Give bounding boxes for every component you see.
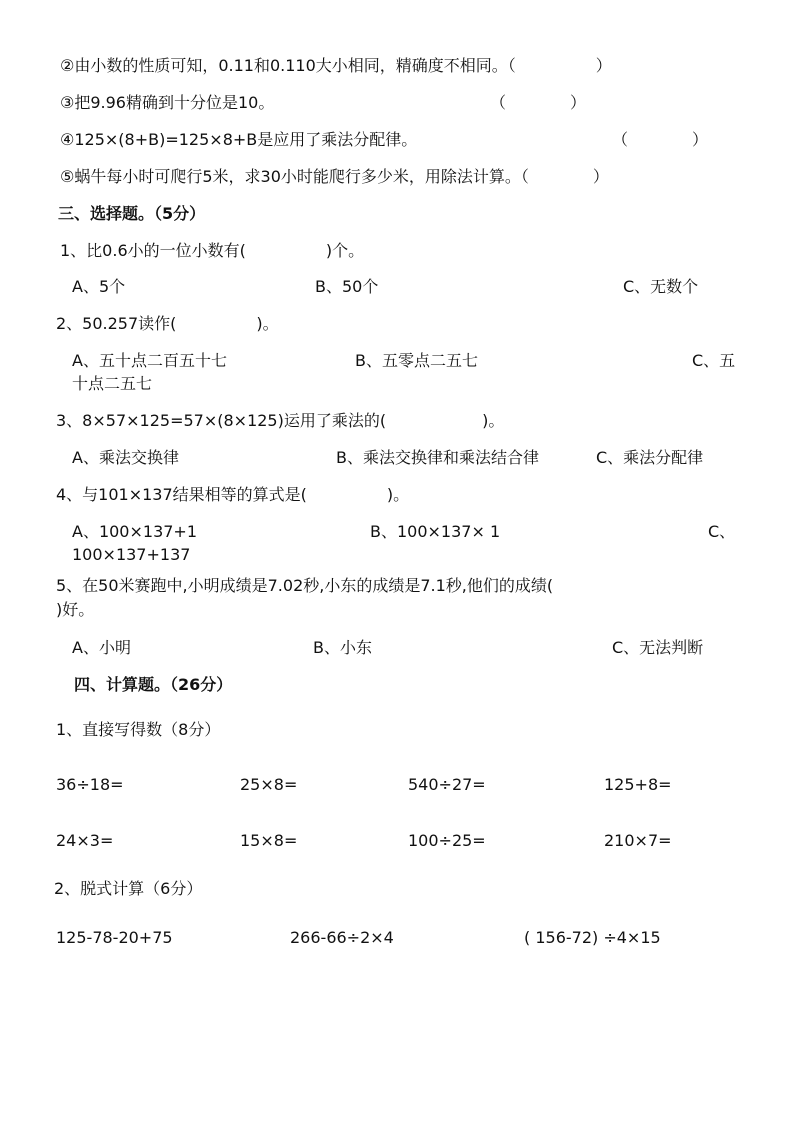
direct-calc-item: 540÷27= [408, 775, 486, 794]
choice-q2-stem: 2、50.257读作( )。 [56, 314, 279, 333]
judgement-item-3-blank: （ ） [490, 93, 587, 112]
choice-q5-stem: 5、在50米赛跑中,小明成绩是7.02秒,小东的成绩是7.1秒,他们的成绩( [56, 576, 554, 595]
stepwise-calc-title: 2、脱式计算（6分） [54, 879, 203, 898]
choice-q1-option-c: C、无数个 [623, 277, 699, 296]
judgement-item-2: ②由小数的性质可知，0.11和0.110大小相同，精确度不相同。（ ） [60, 56, 612, 75]
direct-calc-item: 36÷18= [56, 775, 124, 794]
choice-q5-option-c: C、无法判断 [612, 638, 704, 657]
choice-q3-option-b: B、乘法交换律和乘法结合律 [336, 448, 539, 467]
section-calc-heading: 四、计算题。（26分） [74, 675, 233, 694]
choice-q1-option-a: A、5个 [72, 277, 126, 296]
choice-q2-option-a: A、五十点二百五十七 [72, 351, 227, 370]
stepwise-calc-item: ( 156-72) ÷4×15 [524, 928, 661, 947]
judgement-item-4: ④125×(8+B)=125×8+B是应用了乘法分配律。 [60, 130, 418, 149]
direct-calc-title: 1、直接写得数（8分） [56, 720, 221, 739]
choice-q1-stem: 1、比0.6小的一位小数有( )个。 [60, 241, 365, 260]
judgement-item-3: ③把9.96精确到十分位是10。 [60, 93, 275, 112]
choice-q3-option-c: C、乘法分配律 [596, 448, 704, 467]
choice-q4-option-b: B、100×137× 1 [370, 522, 501, 541]
choice-q5-option-b: B、小东 [313, 638, 372, 657]
choice-q5-stem-continued: )好。 [56, 600, 95, 619]
choice-q2-option-c-continued: 十点二五七 [72, 374, 153, 393]
choice-q5-option-a: A、小明 [72, 638, 131, 657]
judgement-item-5: ⑤蜗牛每小时可爬行5米，求30小时能爬行多少米，用除法计算。（ ） [60, 167, 609, 186]
choice-q4-stem: 4、与101×137结果相等的算式是( )。 [56, 485, 410, 504]
stepwise-calc-item: 266-66÷2×4 [290, 928, 394, 947]
judgement-item-4-blank: （ ） [612, 130, 709, 149]
choice-q4-option-c-continued: 100×137+137 [72, 545, 191, 564]
section-choice-heading: 三、选择题。（5分） [58, 204, 206, 223]
choice-q3-option-a: A、乘法交换律 [72, 448, 179, 467]
choice-q4-option-c: C、 [708, 522, 736, 541]
direct-calc-item: 25×8= [240, 775, 298, 794]
direct-calc-item: 125+8= [604, 775, 672, 794]
choice-q1-option-b: B、50个 [315, 277, 379, 296]
direct-calc-item: 15×8= [240, 831, 298, 850]
direct-calc-item: 210×7= [604, 831, 672, 850]
choice-q4-option-a: A、100×137+1 [72, 522, 198, 541]
stepwise-calc-item: 125-78-20+75 [56, 928, 173, 947]
direct-calc-item: 24×3= [56, 831, 114, 850]
choice-q2-option-b: B、五零点二五七 [355, 351, 478, 370]
choice-q2-option-c: C、五 [692, 351, 736, 370]
choice-q3-stem: 3、8×57×125=57×(8×125)运用了乘法的( )。 [56, 411, 505, 430]
direct-calc-item: 100÷25= [408, 831, 486, 850]
